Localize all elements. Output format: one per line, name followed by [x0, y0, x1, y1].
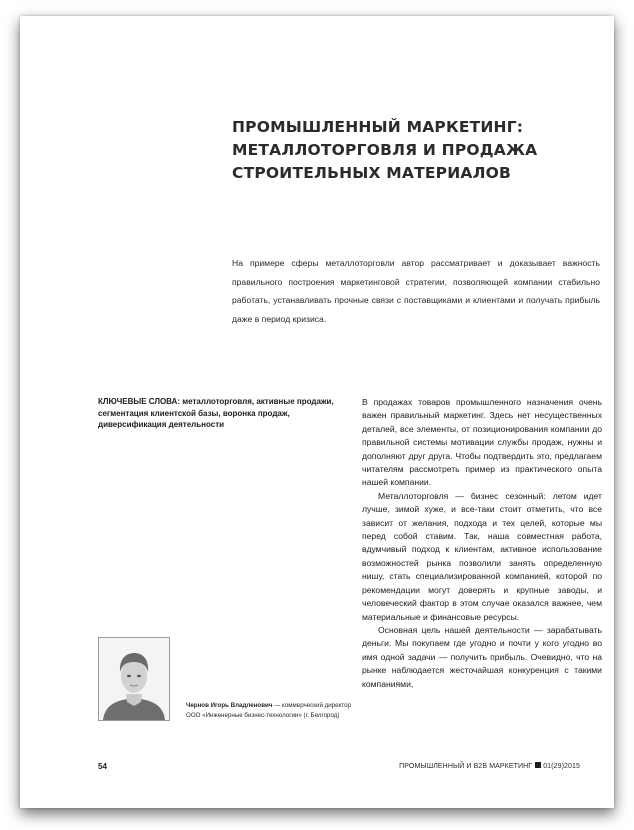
title-line: СТРОИТЕЛЬНЫХ МАТЕРИАЛОВ — [232, 164, 512, 182]
article-body — [362, 396, 602, 691]
issue-number: 01(29)2015 — [543, 763, 580, 770]
author-name: Чернов Игорь Владленович — [186, 702, 273, 709]
author-bio: — коммерческий директор ООО «Инженерные бизнес-технологии» (г. Белгород) — [186, 702, 351, 719]
square-bullet-icon — [535, 762, 541, 768]
magazine-page — [20, 16, 614, 808]
body-paragraph: Основная цель нашей деятельности — зарабатывать деньги. Мы покупаем где угодно и почти у кого угодно во имя одной задачи — получить прибыль. Очевидно, что на рынке наблюдается жесточайшая конкуренция с такими компаниями, — [362, 624, 602, 689]
article-lead: На примере сферы металлоторговли автор рассматривает и доказывает важность правильного построения маркетинговой стратегии, позволяющей компании стабильно работать, устанавливать прочные связи с поставщиками и клиентами и получать прибыль даже в период кризиса. — [232, 258, 600, 324]
journal-name: ПРОМЫШЛЕННЫЙ И B2B МАРКЕТИНГ — [399, 763, 533, 770]
keywords-text: металлоторговля, активные продажи, сегментация клиентской базы, воронка продаж, диверсификация деятельности — [98, 397, 334, 429]
title-line: МЕТАЛЛОТОРГОВЛЯ И ПРОДАЖА — [232, 141, 538, 159]
footer-journal — [399, 762, 580, 770]
article-title — [232, 116, 592, 185]
keywords-block — [98, 396, 343, 431]
keywords-label: КЛЮЧЕВЫЕ СЛОВА: — [98, 397, 180, 406]
body-paragraph: В продажах товаров промышленного назначения очень важен правильный маркетинг. Здесь нет несущественных деталей, все элементы, от позиционирования компании до правильной системы мотивации службы продаж, нужны и дополняют друг друга. Чтобы подтвердить это, предлагаем читателям рассмотреть пример из практического опыта нашей компании. — [362, 397, 602, 488]
body-paragraph: Металлоторговля — бизнес сезонный: летом идет лучше, зимой хуже, и все-таки стоит отметить, что все зависит от желания, подхода и тех целей, которые мы перед собой ставим. Так, наша совместная работа, вдумчивый подход к клиентам, активное использование возможностей рынка позволили занять определенную нишу, стать специализированной компанией, которой по рекомендации могут доверять и крупные заводы, и человеческий фактор в этом случае оказался важнее, чем материальные и финансовые ресурсы. — [362, 490, 602, 622]
author-portrait-icon — [99, 638, 169, 720]
title-line: ПРОМЫШЛЕННЫЙ МАРКЕТИНГ: — [232, 118, 524, 136]
author-caption — [186, 701, 352, 720]
page-number: 54 — [98, 762, 107, 771]
author-photo — [98, 637, 170, 721]
